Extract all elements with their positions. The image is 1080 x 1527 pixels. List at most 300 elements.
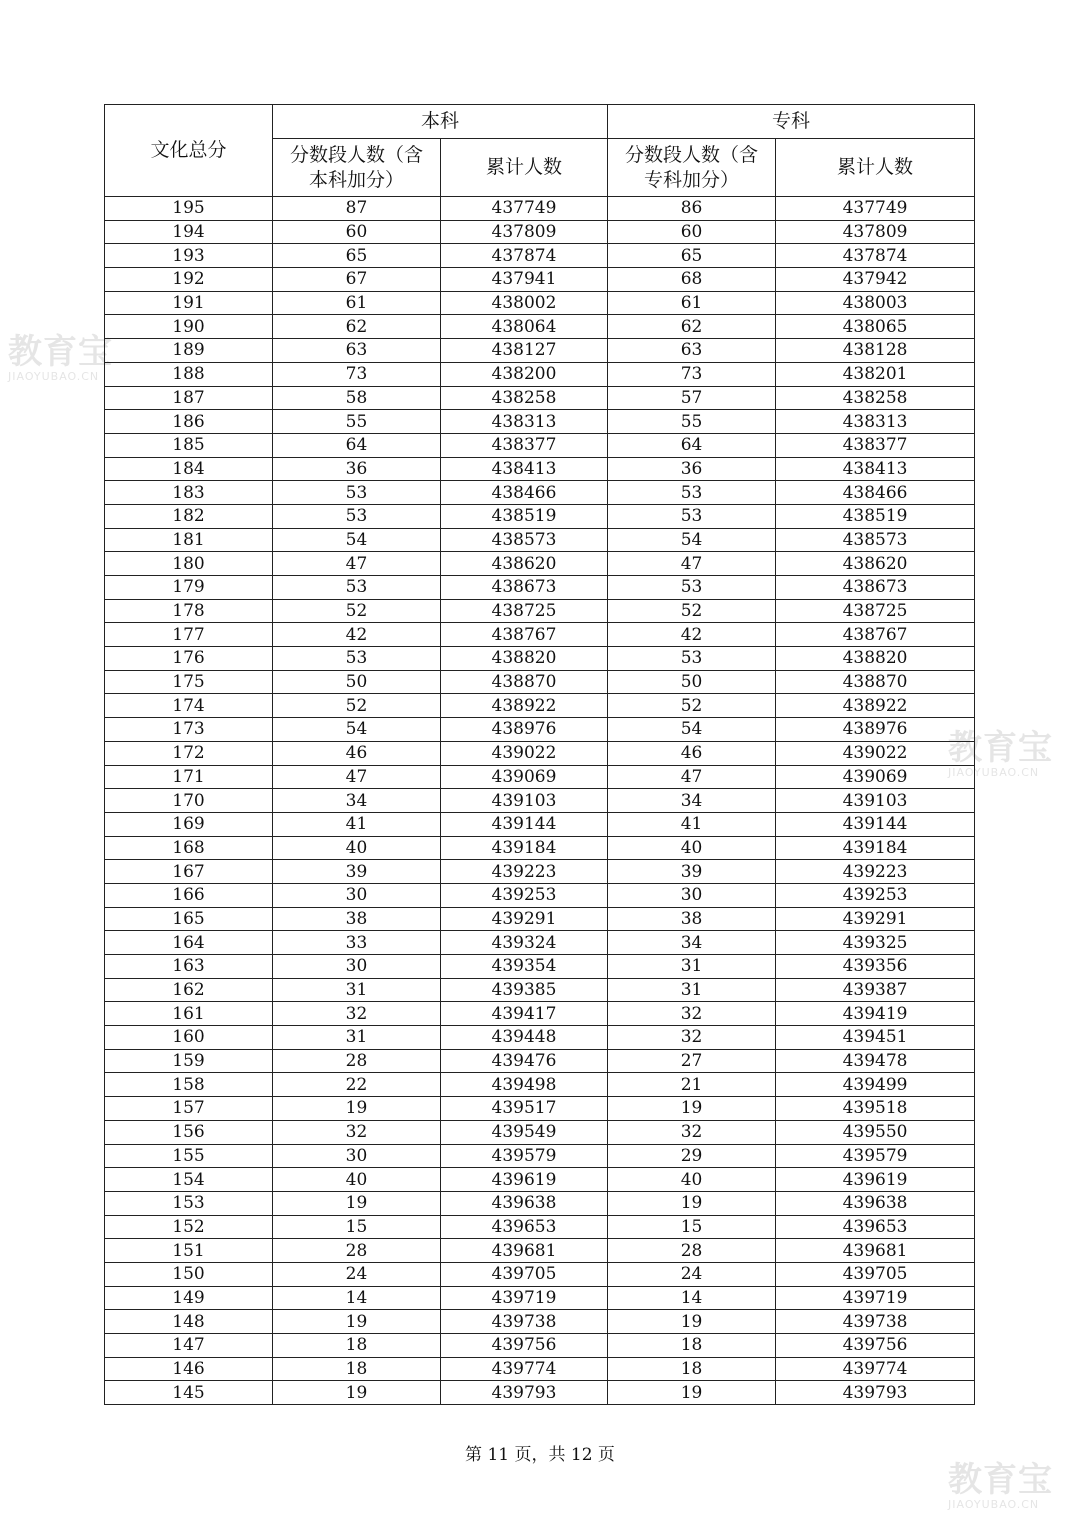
table-header <box>105 105 975 197</box>
zhuanke-cumulative-cell: 438976 <box>776 718 975 742</box>
table-row <box>105 1097 975 1121</box>
score-cell: 149 <box>105 1286 273 1310</box>
benke-cumulative-cell: 438673 <box>441 576 608 600</box>
zhuanke-cumulative-cell: 438820 <box>776 647 975 671</box>
benke-segment-cell: 63 <box>273 339 441 363</box>
score-cell: 184 <box>105 457 273 481</box>
benke-cumulative-cell: 439144 <box>441 812 608 836</box>
zhuanke-cumulative-cell: 439325 <box>776 931 975 955</box>
score-cell: 162 <box>105 978 273 1002</box>
benke-segment-cell: 53 <box>273 481 441 505</box>
zhuanke-segment-cell: 19 <box>608 1191 776 1215</box>
score-cell: 163 <box>105 955 273 979</box>
header-zhuanke-segment <box>608 139 776 197</box>
table-row <box>105 694 975 718</box>
benke-segment-cell: 53 <box>273 504 441 528</box>
benke-segment-cell: 24 <box>273 1262 441 1286</box>
score-cell: 165 <box>105 907 273 931</box>
table-row <box>105 410 975 434</box>
benke-cumulative-cell: 439638 <box>441 1191 608 1215</box>
benke-segment-cell: 19 <box>273 1097 441 1121</box>
score-cell: 155 <box>105 1144 273 1168</box>
table-row <box>105 268 975 292</box>
benke-segment-cell: 52 <box>273 599 441 623</box>
zhuanke-cumulative-cell: 438128 <box>776 339 975 363</box>
zhuanke-segment-cell: 54 <box>608 528 776 552</box>
zhuanke-segment-cell: 52 <box>608 599 776 623</box>
header-group-benke: 本科 <box>273 105 608 139</box>
benke-segment-cell: 40 <box>273 836 441 860</box>
benke-cumulative-cell: 439738 <box>441 1310 608 1334</box>
zhuanke-segment-cell: 34 <box>608 789 776 813</box>
header-zhuanke-segment-text: 分数段人数（含专科加分） <box>625 143 759 191</box>
zhuanke-cumulative-cell: 439499 <box>776 1073 975 1097</box>
score-cell: 191 <box>105 291 273 315</box>
zhuanke-cumulative-cell: 438201 <box>776 362 975 386</box>
zhuanke-segment-cell: 21 <box>608 1073 776 1097</box>
zhuanke-segment-cell: 64 <box>608 433 776 457</box>
zhuanke-cumulative-cell: 439103 <box>776 789 975 813</box>
score-cell: 176 <box>105 647 273 671</box>
zhuanke-segment-cell: 86 <box>608 197 776 221</box>
score-cell: 164 <box>105 931 273 955</box>
table-row <box>105 339 975 363</box>
zhuanke-segment-cell: 30 <box>608 883 776 907</box>
benke-cumulative-cell: 438313 <box>441 410 608 434</box>
watermark-brand: 教育宝 <box>948 728 1053 768</box>
table-row <box>105 1002 975 1026</box>
benke-cumulative-cell: 438922 <box>441 694 608 718</box>
score-cell: 168 <box>105 836 273 860</box>
benke-segment-cell: 61 <box>273 291 441 315</box>
benke-cumulative-cell: 439681 <box>441 1239 608 1263</box>
zhuanke-cumulative-cell: 438922 <box>776 694 975 718</box>
zhuanke-segment-cell: 34 <box>608 931 776 955</box>
zhuanke-segment-cell: 24 <box>608 1262 776 1286</box>
benke-cumulative-cell: 438519 <box>441 504 608 528</box>
zhuanke-cumulative-cell: 439022 <box>776 741 975 765</box>
table-row <box>105 623 975 647</box>
zhuanke-segment-cell: 55 <box>608 410 776 434</box>
benke-segment-cell: 41 <box>273 812 441 836</box>
benke-cumulative-cell: 439184 <box>441 836 608 860</box>
benke-cumulative-cell: 439549 <box>441 1120 608 1144</box>
zhuanke-segment-cell: 52 <box>608 694 776 718</box>
zhuanke-segment-cell: 46 <box>608 741 776 765</box>
benke-cumulative-cell: 437874 <box>441 244 608 268</box>
benke-segment-cell: 64 <box>273 433 441 457</box>
benke-cumulative-cell: 438002 <box>441 291 608 315</box>
table-row <box>105 457 975 481</box>
benke-segment-cell: 87 <box>273 197 441 221</box>
table-row <box>105 1239 975 1263</box>
benke-cumulative-cell: 439022 <box>441 741 608 765</box>
score-cell: 171 <box>105 765 273 789</box>
benke-cumulative-cell: 439223 <box>441 860 608 884</box>
benke-segment-cell: 34 <box>273 789 441 813</box>
benke-cumulative-cell: 437749 <box>441 197 608 221</box>
table-row <box>105 220 975 244</box>
benke-cumulative-cell: 438413 <box>441 457 608 481</box>
zhuanke-segment-cell: 68 <box>608 268 776 292</box>
benke-cumulative-cell: 439448 <box>441 1026 608 1050</box>
zhuanke-cumulative-cell: 439356 <box>776 955 975 979</box>
zhuanke-cumulative-cell: 439451 <box>776 1026 975 1050</box>
zhuanke-segment-cell: 15 <box>608 1215 776 1239</box>
benke-segment-cell: 28 <box>273 1239 441 1263</box>
score-cell: 194 <box>105 220 273 244</box>
benke-segment-cell: 65 <box>273 244 441 268</box>
score-cell: 177 <box>105 623 273 647</box>
benke-cumulative-cell: 439793 <box>441 1381 608 1405</box>
zhuanke-cumulative-cell: 439638 <box>776 1191 975 1215</box>
header-benke-cumulative: 累计人数 <box>441 139 608 197</box>
score-cell: 180 <box>105 552 273 576</box>
header-benke-segment <box>273 139 441 197</box>
score-cell: 152 <box>105 1215 273 1239</box>
zhuanke-segment-cell: 40 <box>608 1168 776 1192</box>
score-cell: 154 <box>105 1168 273 1192</box>
watermark-brand: 教育宝 <box>8 332 113 372</box>
score-cell: 153 <box>105 1191 273 1215</box>
benke-segment-cell: 54 <box>273 718 441 742</box>
benke-segment-cell: 55 <box>273 410 441 434</box>
table-body <box>105 197 975 1405</box>
benke-cumulative-cell: 439324 <box>441 931 608 955</box>
zhuanke-cumulative-cell: 439738 <box>776 1310 975 1334</box>
zhuanke-cumulative-cell: 439579 <box>776 1144 975 1168</box>
table-row <box>105 504 975 528</box>
benke-cumulative-cell: 439417 <box>441 1002 608 1026</box>
benke-cumulative-cell: 439476 <box>441 1049 608 1073</box>
zhuanke-segment-cell: 53 <box>608 481 776 505</box>
table-row <box>105 386 975 410</box>
zhuanke-segment-cell: 31 <box>608 955 776 979</box>
table-row <box>105 836 975 860</box>
zhuanke-cumulative-cell: 438870 <box>776 670 975 694</box>
benke-segment-cell: 30 <box>273 955 441 979</box>
benke-segment-cell: 58 <box>273 386 441 410</box>
zhuanke-segment-cell: 57 <box>608 386 776 410</box>
zhuanke-segment-cell: 53 <box>608 504 776 528</box>
zhuanke-segment-cell: 53 <box>608 576 776 600</box>
score-cell: 148 <box>105 1310 273 1334</box>
benke-segment-cell: 36 <box>273 457 441 481</box>
table-row <box>105 765 975 789</box>
score-cell: 156 <box>105 1120 273 1144</box>
score-cell: 179 <box>105 576 273 600</box>
zhuanke-cumulative-cell: 439774 <box>776 1357 975 1381</box>
zhuanke-cumulative-cell: 439705 <box>776 1262 975 1286</box>
table-row <box>105 883 975 907</box>
zhuanke-cumulative-cell: 438413 <box>776 457 975 481</box>
zhuanke-cumulative-cell: 439653 <box>776 1215 975 1239</box>
table-row <box>105 1310 975 1334</box>
zhuanke-segment-cell: 19 <box>608 1381 776 1405</box>
zhuanke-cumulative-cell: 439419 <box>776 1002 975 1026</box>
zhuanke-cumulative-cell: 438313 <box>776 410 975 434</box>
zhuanke-segment-cell: 50 <box>608 670 776 694</box>
benke-segment-cell: 47 <box>273 552 441 576</box>
watermark-domain: JIAOYUBAO.CN <box>8 370 100 383</box>
table-row <box>105 1215 975 1239</box>
watermark-brand: 教育宝 <box>948 1460 1053 1500</box>
benke-cumulative-cell: 439103 <box>441 789 608 813</box>
header-group-zhuanke: 专科 <box>608 105 975 139</box>
table-row <box>105 1191 975 1215</box>
zhuanke-segment-cell: 32 <box>608 1120 776 1144</box>
score-cell: 172 <box>105 741 273 765</box>
score-cell: 173 <box>105 718 273 742</box>
benke-cumulative-cell: 439069 <box>441 765 608 789</box>
table-row <box>105 291 975 315</box>
benke-segment-cell: 50 <box>273 670 441 694</box>
benke-segment-cell: 18 <box>273 1357 441 1381</box>
zhuanke-cumulative-cell: 438673 <box>776 576 975 600</box>
benke-segment-cell: 42 <box>273 623 441 647</box>
zhuanke-cumulative-cell: 439253 <box>776 883 975 907</box>
table-row <box>105 741 975 765</box>
table-row <box>105 978 975 1002</box>
benke-segment-cell: 18 <box>273 1334 441 1358</box>
benke-segment-cell: 47 <box>273 765 441 789</box>
zhuanke-cumulative-cell: 439387 <box>776 978 975 1002</box>
zhuanke-segment-cell: 14 <box>608 1286 776 1310</box>
benke-cumulative-cell: 438466 <box>441 481 608 505</box>
benke-segment-cell: 33 <box>273 931 441 955</box>
benke-segment-cell: 15 <box>273 1215 441 1239</box>
zhuanke-segment-cell: 73 <box>608 362 776 386</box>
table-row <box>105 670 975 694</box>
zhuanke-cumulative-cell: 439069 <box>776 765 975 789</box>
zhuanke-cumulative-cell: 439681 <box>776 1239 975 1263</box>
zhuanke-cumulative-cell: 438620 <box>776 552 975 576</box>
zhuanke-segment-cell: 28 <box>608 1239 776 1263</box>
table-row <box>105 647 975 671</box>
score-cell: 159 <box>105 1049 273 1073</box>
zhuanke-cumulative-cell: 439719 <box>776 1286 975 1310</box>
zhuanke-segment-cell: 32 <box>608 1002 776 1026</box>
zhuanke-segment-cell: 41 <box>608 812 776 836</box>
zhuanke-segment-cell: 18 <box>608 1334 776 1358</box>
zhuanke-cumulative-cell: 438725 <box>776 599 975 623</box>
benke-segment-cell: 40 <box>273 1168 441 1192</box>
zhuanke-segment-cell: 36 <box>608 457 776 481</box>
score-cell: 160 <box>105 1026 273 1050</box>
score-cell: 188 <box>105 362 273 386</box>
score-cell: 195 <box>105 197 273 221</box>
benke-segment-cell: 62 <box>273 315 441 339</box>
table-row <box>105 576 975 600</box>
zhuanke-segment-cell: 31 <box>608 978 776 1002</box>
benke-segment-cell: 46 <box>273 741 441 765</box>
benke-segment-cell: 30 <box>273 883 441 907</box>
zhuanke-segment-cell: 47 <box>608 552 776 576</box>
score-cell: 158 <box>105 1073 273 1097</box>
zhuanke-segment-cell: 63 <box>608 339 776 363</box>
zhuanke-cumulative-cell: 439291 <box>776 907 975 931</box>
benke-cumulative-cell: 439517 <box>441 1097 608 1121</box>
benke-cumulative-cell: 438725 <box>441 599 608 623</box>
zhuanke-cumulative-cell: 438466 <box>776 481 975 505</box>
benke-segment-cell: 31 <box>273 1026 441 1050</box>
zhuanke-cumulative-cell: 438767 <box>776 623 975 647</box>
benke-segment-cell: 52 <box>273 694 441 718</box>
benke-cumulative-cell: 438767 <box>441 623 608 647</box>
header-benke-segment-text: 分数段人数（含本科加分） <box>289 143 423 191</box>
benke-segment-cell: 53 <box>273 576 441 600</box>
table-row <box>105 552 975 576</box>
zhuanke-segment-cell: 38 <box>608 907 776 931</box>
page-footer: 第 11 页，共 12 页 <box>465 1445 615 1465</box>
benke-segment-cell: 19 <box>273 1310 441 1334</box>
table-row <box>105 197 975 221</box>
zhuanke-cumulative-cell: 439144 <box>776 812 975 836</box>
zhuanke-segment-cell: 19 <box>608 1097 776 1121</box>
table-row <box>105 1049 975 1073</box>
benke-cumulative-cell: 439774 <box>441 1357 608 1381</box>
zhuanke-segment-cell: 53 <box>608 647 776 671</box>
zhuanke-cumulative-cell: 438065 <box>776 315 975 339</box>
benke-cumulative-cell: 439385 <box>441 978 608 1002</box>
score-cell: 183 <box>105 481 273 505</box>
benke-segment-cell: 19 <box>273 1381 441 1405</box>
table-row <box>105 599 975 623</box>
table-row <box>105 244 975 268</box>
score-cell: 181 <box>105 528 273 552</box>
zhuanke-segment-cell: 27 <box>608 1049 776 1073</box>
zhuanke-segment-cell: 42 <box>608 623 776 647</box>
benke-cumulative-cell: 438976 <box>441 718 608 742</box>
score-cell: 185 <box>105 433 273 457</box>
zhuanke-segment-cell: 29 <box>608 1144 776 1168</box>
score-cell: 182 <box>105 504 273 528</box>
score-distribution-table <box>104 104 975 1405</box>
table-row <box>105 931 975 955</box>
score-cell: 145 <box>105 1381 273 1405</box>
benke-segment-cell: 39 <box>273 860 441 884</box>
score-cell: 190 <box>105 315 273 339</box>
score-cell: 147 <box>105 1334 273 1358</box>
score-cell: 146 <box>105 1357 273 1381</box>
zhuanke-cumulative-cell: 439793 <box>776 1381 975 1405</box>
score-cell: 193 <box>105 244 273 268</box>
table-row <box>105 1144 975 1168</box>
benke-cumulative-cell: 439756 <box>441 1334 608 1358</box>
table-row <box>105 860 975 884</box>
benke-segment-cell: 22 <box>273 1073 441 1097</box>
benke-cumulative-cell: 439291 <box>441 907 608 931</box>
benke-segment-cell: 19 <box>273 1191 441 1215</box>
benke-cumulative-cell: 439354 <box>441 955 608 979</box>
zhuanke-segment-cell: 61 <box>608 291 776 315</box>
zhuanke-cumulative-cell: 439619 <box>776 1168 975 1192</box>
benke-segment-cell: 14 <box>273 1286 441 1310</box>
score-cell: 157 <box>105 1097 273 1121</box>
benke-segment-cell: 30 <box>273 1144 441 1168</box>
benke-segment-cell: 54 <box>273 528 441 552</box>
watermark-logo <box>8 334 113 383</box>
benke-segment-cell: 28 <box>273 1049 441 1073</box>
benke-cumulative-cell: 439719 <box>441 1286 608 1310</box>
score-cell: 175 <box>105 670 273 694</box>
benke-cumulative-cell: 439653 <box>441 1215 608 1239</box>
benke-cumulative-cell: 438200 <box>441 362 608 386</box>
table-row <box>105 362 975 386</box>
score-cell: 174 <box>105 694 273 718</box>
benke-cumulative-cell: 438064 <box>441 315 608 339</box>
table-row <box>105 1357 975 1381</box>
zhuanke-segment-cell: 18 <box>608 1357 776 1381</box>
watermark-domain: JIAOYUBAO.CN <box>948 766 1040 779</box>
benke-segment-cell: 32 <box>273 1002 441 1026</box>
benke-segment-cell: 32 <box>273 1120 441 1144</box>
table-row <box>105 528 975 552</box>
table-row <box>105 433 975 457</box>
zhuanke-cumulative-cell: 439550 <box>776 1120 975 1144</box>
zhuanke-cumulative-cell: 439756 <box>776 1334 975 1358</box>
zhuanke-cumulative-cell: 437942 <box>776 268 975 292</box>
watermark-domain: JIAOYUBAO.CN <box>948 1498 1040 1511</box>
table-row <box>105 1026 975 1050</box>
table-row <box>105 1120 975 1144</box>
score-cell: 151 <box>105 1239 273 1263</box>
zhuanke-segment-cell: 54 <box>608 718 776 742</box>
zhuanke-segment-cell: 40 <box>608 836 776 860</box>
header-zhuanke-cumulative: 累计人数 <box>776 139 975 197</box>
score-cell: 166 <box>105 883 273 907</box>
table-row <box>105 1286 975 1310</box>
benke-segment-cell: 73 <box>273 362 441 386</box>
zhuanke-cumulative-cell: 437809 <box>776 220 975 244</box>
benke-cumulative-cell: 438820 <box>441 647 608 671</box>
zhuanke-segment-cell: 47 <box>608 765 776 789</box>
benke-cumulative-cell: 437809 <box>441 220 608 244</box>
zhuanke-cumulative-cell: 437874 <box>776 244 975 268</box>
benke-segment-cell: 67 <box>273 268 441 292</box>
zhuanke-cumulative-cell: 439184 <box>776 836 975 860</box>
benke-cumulative-cell: 438573 <box>441 528 608 552</box>
table-row <box>105 812 975 836</box>
zhuanke-cumulative-cell: 439478 <box>776 1049 975 1073</box>
zhuanke-cumulative-cell: 438573 <box>776 528 975 552</box>
table-row <box>105 1262 975 1286</box>
benke-cumulative-cell: 439253 <box>441 883 608 907</box>
table-row <box>105 907 975 931</box>
benke-cumulative-cell: 438620 <box>441 552 608 576</box>
zhuanke-segment-cell: 65 <box>608 244 776 268</box>
benke-cumulative-cell: 437941 <box>441 268 608 292</box>
score-cell: 161 <box>105 1002 273 1026</box>
zhuanke-segment-cell: 60 <box>608 220 776 244</box>
benke-segment-cell: 31 <box>273 978 441 1002</box>
table-row <box>105 1168 975 1192</box>
zhuanke-cumulative-cell: 438519 <box>776 504 975 528</box>
zhuanke-cumulative-cell: 438258 <box>776 386 975 410</box>
benke-cumulative-cell: 438377 <box>441 433 608 457</box>
score-cell: 189 <box>105 339 273 363</box>
benke-cumulative-cell: 438870 <box>441 670 608 694</box>
score-cell: 186 <box>105 410 273 434</box>
zhuanke-cumulative-cell: 439223 <box>776 860 975 884</box>
table-row <box>105 1334 975 1358</box>
table-row <box>105 718 975 742</box>
table-row <box>105 1381 975 1405</box>
zhuanke-segment-cell: 32 <box>608 1026 776 1050</box>
zhuanke-cumulative-cell: 439518 <box>776 1097 975 1121</box>
score-cell: 167 <box>105 860 273 884</box>
table-row <box>105 789 975 813</box>
